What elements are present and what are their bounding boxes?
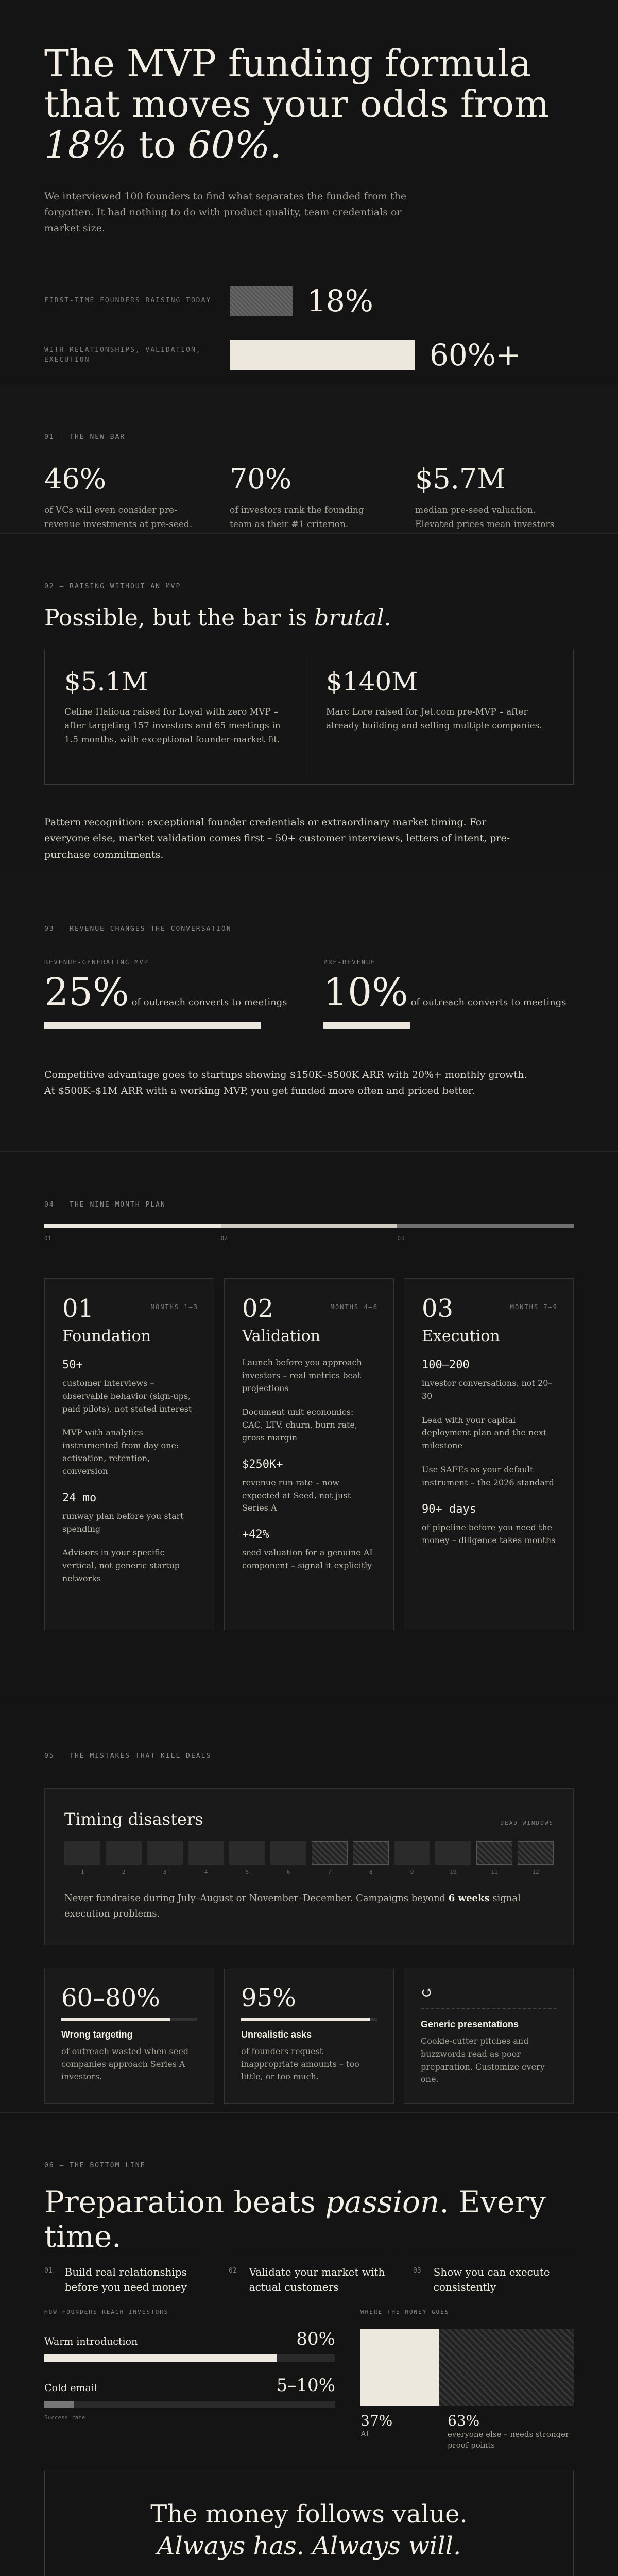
plan-section [0, 1151, 618, 1703]
mistake-desc: Cookie-cutter pitches and buzzwords read as poor preparation. Customize every one. [421, 2036, 545, 2084]
heading-text: Preparation beats [44, 2184, 325, 2219]
phase-card [44, 1278, 214, 1630]
reach-row [44, 2329, 335, 2362]
stat-value: $5.7M [415, 463, 506, 495]
section-label: 03 — REVENUE CHANGES THE CONVERSATION [44, 925, 232, 933]
month-number: 12 [532, 1869, 539, 1875]
revenue-stat-a [44, 959, 287, 1029]
money-value: 63% [448, 2412, 480, 2429]
phase-name: Validation [242, 1327, 321, 1345]
meter-label: FIRST-TIME FOUNDERS RAISING TODAY [44, 297, 212, 305]
revenue-note: Competitive advantage goes to startups showing $150K–$500K ARR with 20%+ monthly growth. At $500K–$1M ARR with a working MVP, you get funded more often and priced better. [44, 1069, 527, 1097]
timeline-segment [44, 1224, 221, 1242]
hero-pct-b: 60%. [187, 123, 282, 167]
closing-card [44, 2471, 574, 2576]
phase-item-text: investor conversations, not 20–30 [422, 1378, 553, 1401]
mistake-card [44, 1969, 214, 2104]
mistakes-section [0, 1703, 618, 2112]
month-cell-dead [353, 1841, 389, 1865]
phase-item-strong: +42% [242, 1528, 269, 1541]
month-number: 11 [491, 1869, 498, 1875]
reach-row [44, 2375, 335, 2408]
meter-row-first-time [44, 283, 373, 318]
heading-text: Possible, but the bar is [44, 605, 315, 631]
money-name: everyone else – needs stronger proof points [448, 2430, 570, 2450]
mistake-head: Unrealistic asks [241, 2029, 312, 2040]
principle [229, 2251, 392, 2295]
phase-item-text: Launch before you approach investors – real metrics beat projections [242, 1358, 362, 1393]
month-number: 3 [163, 1869, 167, 1875]
mistake-bar [241, 2018, 377, 2021]
hero-pct-a: 18% [44, 123, 127, 167]
dead-windows-label: DEAD WINDOWS [500, 1820, 554, 1826]
bottom-line-section [0, 2112, 618, 2576]
phase-item [422, 1464, 556, 1489]
case-value: $5.1M [64, 667, 148, 697]
month-cell [64, 1841, 100, 1865]
meter-label: WITH RELATIONSHIPS, VALIDATION, EXECUTION [44, 346, 201, 364]
phase-name: Execution [422, 1327, 500, 1345]
phase-item [422, 1357, 556, 1403]
phase-item-text: runway plan before you start spending [62, 1511, 184, 1534]
reach-bar-fill [44, 2401, 74, 2408]
month-cell [435, 1841, 471, 1865]
timeline-label: 01 [44, 1235, 52, 1242]
month-number: 2 [122, 1869, 126, 1875]
section-label: 05 — THE MISTAKES THAT KILL DEALS [44, 1752, 212, 1760]
phase-item-text: customer interviews – observable behavior (sign-ups, paid pilots), not stated interest [62, 1378, 192, 1414]
mistake-bar-fill [241, 2018, 370, 2021]
reach-label: HOW FOUNDERS REACH INVESTORS [44, 2309, 169, 2315]
section-label: 04 — THE NINE-MONTH PLAN [44, 1201, 166, 1209]
month-number: 9 [410, 1869, 414, 1875]
bottom-heading [44, 2185, 574, 2253]
timing-title: Timing disasters [64, 1809, 203, 1829]
heading-end: . Every time. [44, 2184, 546, 2254]
principle-text: Build real relationships before you need money [64, 2266, 187, 2293]
case-desc: Celine Halioua raised for Loyal with zero MVP – after targeting 157 investors and 65 meetings in 1.5 months, with exceptional founder-market fit. [64, 707, 281, 745]
revenue-stat-text: of outreach converts to meetings [410, 997, 566, 1008]
stat-desc: of investors rank the founding team as their #1 criterion. [230, 505, 364, 530]
hero-title-line2: that moves your odds from [44, 82, 550, 126]
stat-desc: of VCs will even consider pre-revenue investments at pre-seed. [44, 505, 193, 530]
meter-bar [230, 286, 293, 316]
reach-bar-fill [44, 2354, 277, 2362]
mistake-card [404, 1969, 574, 2104]
reach-chart [44, 2309, 335, 2421]
month-cell-dead [518, 1841, 554, 1865]
phase-item-strong: 90+ days [422, 1502, 476, 1516]
phase-item [242, 1526, 376, 1572]
phase-item [62, 1489, 196, 1536]
timing-note-emph: 6 weeks [448, 1893, 490, 1904]
timeline [44, 1224, 574, 1242]
money-legend [360, 2412, 574, 2451]
closing-line-a: The money follows value. [150, 2500, 468, 2529]
principles [44, 2251, 577, 2295]
stat-value: 70% [230, 463, 292, 495]
principle-number: 01 [44, 2267, 53, 2275]
new-bar-section [0, 384, 618, 533]
phase-number: 02 [242, 1294, 274, 1323]
mistake-desc: of founders request inappropriate amounts – too little, or too much. [241, 2046, 359, 2082]
raising-section [0, 533, 618, 876]
month-cell [188, 1841, 224, 1865]
month-number: 1 [80, 1869, 84, 1875]
timeline-segment [397, 1224, 574, 1242]
timing-note-c: signal execution problems. [64, 1893, 521, 1919]
phase-item-text: Lead with your capital deployment plan and the next milestone [422, 1415, 547, 1451]
principle [413, 2251, 577, 2295]
mistake-head: Wrong targeting [61, 2029, 133, 2040]
phase-item-strong: 24 mo [62, 1491, 97, 1504]
month-number: 7 [328, 1869, 332, 1875]
phase-item-text: Document unit economics: CAC, LTV, churn, burn rate, gross margin [242, 1407, 358, 1443]
month-cell [270, 1841, 306, 1865]
section-heading [44, 605, 574, 631]
hero-title [44, 0, 574, 166]
case-desc: Marc Lore raised for Jet.com pre-MVP – after already building and selling multiple companies. [326, 707, 542, 732]
money-segment-other [439, 2329, 574, 2406]
phase-item [62, 1427, 196, 1478]
mistake-value: 95% [241, 1984, 296, 2012]
hero-title-line1: The MVP funding formula [44, 42, 531, 85]
phase-card [404, 1278, 574, 1630]
phase-number: 01 [62, 1294, 94, 1323]
phase-item [62, 1357, 196, 1415]
heading-emphasis: passion [325, 2184, 440, 2219]
principle-number: 03 [413, 2267, 421, 2275]
phase-number: 03 [422, 1294, 454, 1323]
reach-row-label: Warm introduction [44, 2336, 138, 2347]
phase-months: MONTHS 1–3 [150, 1303, 198, 1311]
phase-item-strong: 50+ [62, 1359, 83, 1371]
month-cell [106, 1841, 142, 1865]
phase-item [422, 1501, 556, 1547]
principle-text: Validate your market with actual customers [249, 2266, 385, 2293]
mistake-value: 60–80% [61, 1984, 160, 2012]
month-cell [147, 1841, 183, 1865]
phase-item [62, 1547, 196, 1585]
month-number: 10 [450, 1869, 457, 1875]
phase-months: MONTHS 7–9 [510, 1303, 558, 1311]
phase-item-text: Advisors in your specific vertical, not generic startup networks [62, 1548, 180, 1583]
revenue-stat-b [323, 959, 566, 1029]
money-segment-ai [360, 2329, 439, 2406]
principle [44, 2251, 208, 2295]
refresh-icon: ↺ [421, 1984, 434, 2002]
phase-months: MONTHS 4–6 [330, 1303, 378, 1311]
month-numbers [64, 1869, 554, 1875]
meter-value: 18% [307, 283, 373, 318]
meter-bar [230, 340, 415, 370]
phase-item-text: of pipeline before you need the money – diligence takes months [422, 1522, 556, 1545]
closing-line-b: Always has. Always will. [157, 2532, 461, 2561]
case-card [44, 650, 312, 785]
mistake-head: Generic presentations [421, 2019, 519, 2029]
revenue-stat-value: 10% [323, 970, 408, 1014]
case-value: $140M [326, 667, 418, 697]
timeline-label: 02 [220, 1235, 228, 1242]
heading-end: . [384, 605, 391, 631]
timing-note-a: Never fundraise during July–August or November–December. Campaigns beyond [64, 1893, 449, 1904]
case-card [306, 650, 574, 785]
phase-item-text: revenue run rate – now expected at Seed, not just Series A [242, 1477, 351, 1513]
money-legend-other [439, 2412, 574, 2451]
reach-row-label: Cold email [44, 2382, 97, 2394]
heading-emphasis: brutal [314, 605, 384, 631]
phase-item-strong: 100–200 [422, 1359, 470, 1371]
raising-note: Pattern recognition: exceptional founder credentials or extraordinary market timing. For everyone else, market validation comes first – 50+ customer interviews, letters of intent, pre-purchase commitments. [44, 817, 510, 860]
reach-bar [44, 2354, 335, 2362]
month-number: 5 [245, 1869, 249, 1875]
meter-value: 60%+ [430, 337, 521, 372]
revenue-stat-label: PRE-REVENUE [323, 959, 376, 966]
phase-card [224, 1278, 394, 1630]
month-cell [229, 1841, 265, 1865]
money-chart [360, 2309, 574, 2451]
mistake-bar-fill [61, 2018, 170, 2021]
money-value: 37% [360, 2412, 393, 2429]
month-cell-dead [312, 1841, 348, 1865]
timing-note [64, 1891, 554, 1921]
hero-section [0, 0, 618, 384]
section-label: 06 — THE BOTTOM LINE [44, 2162, 146, 2170]
timeline-segment [221, 1224, 398, 1242]
money-legend-ai [360, 2412, 439, 2451]
revenue-section [0, 876, 618, 1151]
reach-footnote: Success rate [44, 2414, 85, 2421]
timing-card [44, 1788, 574, 1945]
revenue-bar [323, 1022, 410, 1029]
phase-item-text: MVP with analytics instrumented from day one: activation, retention, conversion [62, 1428, 179, 1476]
money-name: AI [360, 2429, 369, 2438]
revenue-bar [44, 1022, 261, 1029]
mistake-card [224, 1969, 394, 2104]
meter-row-with-relationships [44, 337, 521, 372]
stat-value: 46% [44, 463, 107, 495]
mistake-bar [421, 2008, 557, 2011]
phase-item-strong: $250K+ [242, 1458, 283, 1471]
phase-item [242, 1357, 376, 1395]
month-cell-dead [476, 1841, 512, 1865]
revenue-stat-label: REVENUE-GENERATING MVP [44, 959, 149, 966]
phase-item [242, 1456, 376, 1515]
money-bar [360, 2329, 574, 2406]
reach-row-value: 80% [296, 2329, 335, 2349]
month-cell [394, 1841, 430, 1865]
hero-to: to [127, 123, 188, 167]
principle-text: Show you can execute consistently [433, 2266, 550, 2293]
principle-number: 02 [229, 2267, 237, 2275]
month-number: 4 [204, 1869, 208, 1875]
revenue-stat-text: of outreach converts to meetings [131, 997, 287, 1008]
phase-name: Foundation [62, 1327, 151, 1345]
reach-row-value: 5–10% [276, 2375, 335, 2396]
month-cells [64, 1841, 554, 1865]
phase-item-text: seed valuation for a genuine AI component – signal it explicitly [242, 1548, 373, 1571]
stat-desc: median pre-seed valuation. Elevated prices mean investors [415, 505, 555, 530]
money-label: WHERE THE MONEY GOES [360, 2309, 450, 2315]
section-label: 01 — THE NEW BAR [44, 433, 126, 441]
timeline-label: 03 [397, 1235, 404, 1242]
section-label: 02 — RAISING WITHOUT AN MVP [44, 583, 181, 590]
phase-item [242, 1406, 376, 1444]
month-number: 6 [286, 1869, 290, 1875]
revenue-stat-value: 25% [44, 970, 129, 1014]
phase-item-text: Use SAFEs as your default instrument – the 2026 standard [422, 1465, 554, 1487]
mistake-desc: of outreach wasted when seed companies approach Series A investors. [61, 2046, 188, 2082]
mistake-bar [61, 2018, 197, 2021]
month-number: 8 [369, 1869, 373, 1875]
phase-item [422, 1414, 556, 1452]
reach-bar [44, 2401, 335, 2408]
hero-lede: We interviewed 100 founders to find what separates the funded from the forgotten. It had nothing to do with product quality, team credentials or market size. [44, 190, 407, 234]
